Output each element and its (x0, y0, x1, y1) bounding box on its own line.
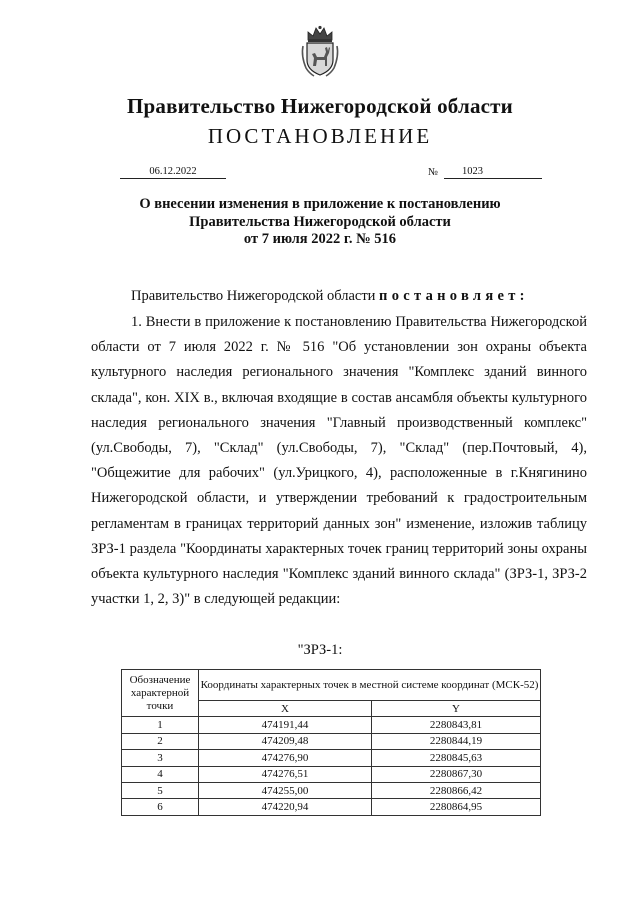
cell-point: 2 (122, 733, 199, 749)
document-number-field (444, 166, 542, 179)
subject-line: Правительства Нижегородской области (189, 213, 451, 230)
header-y: Y (372, 701, 541, 717)
document-type: ПОСТАНОВЛЕНИЕ (207, 124, 433, 148)
cell-x: 474220,94 (199, 799, 372, 815)
cell-y: 2280864,95 (372, 799, 541, 815)
table-row (122, 799, 541, 815)
cell-y: 2280866,42 (372, 782, 541, 798)
cell-y: 2280867,30 (372, 766, 541, 782)
subject-line: от 7 июля 2022 г. № 516 (243, 231, 397, 247)
coordinates-table (121, 669, 541, 816)
table-row (122, 717, 541, 733)
header-x: X (199, 701, 372, 717)
document-subject (80, 196, 560, 249)
intro-resolution-word: постановляет: (379, 288, 529, 304)
intro-prefix: Правительство Нижегородской области (131, 288, 380, 304)
document-number: 1023 (462, 166, 483, 177)
table-row (122, 750, 541, 766)
number-sign: № (428, 167, 439, 178)
cell-x: 474191,44 (199, 717, 372, 733)
cell-x: 474209,48 (199, 733, 372, 749)
subject-line: О внесении изменения в приложение к постановлению (139, 196, 501, 212)
header-point: Обозначение характерной точки (122, 670, 199, 717)
intro-paragraph (91, 284, 587, 309)
cell-point: 6 (122, 799, 199, 815)
cell-y: 2280843,81 (372, 717, 541, 733)
document-date: 06.12.2022 (120, 166, 226, 179)
cell-x: 474276,90 (199, 750, 372, 766)
table-header-row (122, 670, 541, 701)
cell-y: 2280844,19 (372, 733, 541, 749)
table-row (122, 766, 541, 782)
table-caption: "ЗРЗ-1: (297, 642, 343, 658)
header-coords: Координаты характерных точек в местной системе координат (МСК-52) (199, 670, 541, 701)
cell-y: 2280845,63 (372, 750, 541, 766)
table-row (122, 782, 541, 798)
government-name: Правительство Нижегородской области (127, 94, 513, 118)
main-paragraph: 1. Внести в приложение к постановлению Правительства Нижегородской области от 7 июля 2022 г. № 516 "Об установлении зон охраны объекта культурного наследия регионального значения "Комплекс зданий винного склада", кон. XIX в., включая входящие в состав ансамбля объекты культурного наследия регионального значения "Главный производственный комплекс" (ул.Свободы, 7), "Склад" (ул.Свободы, 7), "Склад" (пер.Почтовый, 4), "Общежитие для рабочих" (ул.Урицкого, 4), расположенные в г.Княгинино Нижегородской области, и утверждении требований к градостроительным регламентам в границах территорий данных зон" изменение, изложив таблицу ЗРЗ-1 раздела "Координаты характерных точек границ территорий зоны охраны объекта культурного наследия "Комплекс зданий винного склада" (ЗРЗ-1, ЗРЗ-2 участки 1, 2, 3)" в следующей редакции: (91, 314, 587, 608)
cell-x: 474276,51 (199, 766, 372, 782)
cell-point: 3 (122, 750, 199, 766)
cell-point: 1 (122, 717, 199, 733)
cell-x: 474255,00 (199, 782, 372, 798)
cell-point: 4 (122, 766, 199, 782)
cell-point: 5 (122, 782, 199, 798)
table-row (122, 733, 541, 749)
nizhny-novgorod-coat-of-arms-icon (300, 24, 340, 78)
